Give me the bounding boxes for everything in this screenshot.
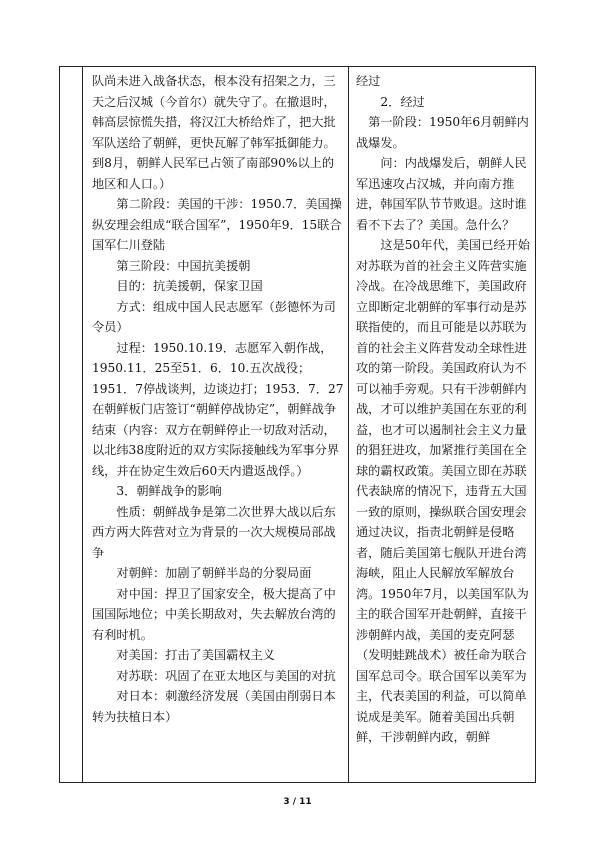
content-table	[59, 66, 536, 783]
paragraph: 问：内战爆发后，朝鲜人民军迅速攻占汉城，并向南方推进，韩国军队节节败退。这时谁看不下去了？美国。急什么？	[356, 156, 527, 232]
paragraph: 对中国：捍卫了国家安全，极大提高了中国国际地位；中美长期敌对，失去解放台湾的有利时机。	[92, 586, 336, 642]
paragraph: 性质：朝鲜战争是第二次世界大战以后东西方两大阵营对立为背景的一次大规模局部战争	[92, 504, 336, 560]
paragraph: 第三阶段：中国抗美援朝	[116, 258, 251, 273]
column-divider-1	[82, 67, 83, 782]
paragraph: 对朝鲜：加剧了朝鲜半岛的分裂局面	[116, 566, 312, 580]
paragraph: 对日本：刺激经济发展（美国由削弱日本转为扶植日本）	[92, 689, 336, 724]
paragraph: 队尚未进入战备状态，根本没有招架之力，三天之后汉城（今首尔）就失守了。在撤退时，韩高层惊慌失措，将汉江大桥给炸了，把大批军队送给了朝鲜，更快瓦解了韩军抵御能力。到8月，朝鲜人民军已占领了南部90%以上的地区和人口。）	[92, 74, 336, 191]
paragraph: 经过	[356, 74, 381, 88]
right-column-text	[356, 71, 532, 748]
paragraph: 这是50年代，美国已经开始对苏联为首的社会主义阵营实施冷战。在冷战思维下，美国政府立即断定北朝鲜的军事行动是苏联指使的，而且可能是以苏联为首的社会主义阵营发动全球性进攻的第一阶段。美国政府认为不可以袖手旁观。只有干涉朝鲜内战，才可以维护美国在东亚的利益，也才可以遏制社会主义力量的猖狂进攻，加紧推行美国在全球的霸权政策。美国立即在苏联代表缺席的情况下，违背五大国一致的原则，操纵联合国安理会通过决议，指责北朝鲜是侵略者，随后美国第七舰队开进台湾海峡，阻止人民解放军解放台湾。1950年7月，以美国军队为主的联合国军开赴朝鲜，直接干涉朝鲜内战，美国的麦克阿瑟（发明蛙跳战术）被任命为联合国军总司令。联合国军以美军为主，代表美国的利益，可以简单说成是美军。随着美国出兵朝鲜，干涉朝鲜内政，朝鲜	[356, 238, 530, 744]
paragraph: 2．经过	[380, 94, 425, 109]
paragraph: 方式：组成中国人民志愿军（彭德怀为司令员）	[92, 299, 336, 334]
paragraph: 目的：抗美援朝，保家卫国	[116, 279, 263, 293]
paragraph: 过程：1950.10.19．志愿军入朝作战，1950.11．25至51．6．10.五次战役；1951．7停战谈判，边谈边打；1953．7．27在朝鲜板门店签订“朝鲜停战协定”，朝鲜战争结束（内容：双方在朝鲜停止一切敌对活动，以北纬38度附近的双方实际接触线为军事分界线，并在协定生效后60天内遣返战俘。）	[92, 340, 344, 478]
paragraph: 3．朝鲜战争的影响	[116, 484, 222, 498]
page-number: 3 / 11	[283, 797, 312, 807]
paragraph: 对美国：打击了美国霸权主义	[116, 648, 275, 662]
column-divider-2	[348, 67, 349, 782]
paragraph: 对苏联：巩固了在亚太地区与美国的对抗	[116, 668, 336, 683]
paragraph: 第一阶段：1950年6月朝鲜内战爆发。	[356, 115, 529, 150]
paragraph: 第二阶段：美国的干涉：1950.7．美国操纵安理会组成“联合国军”，1950年9．15联合国军仁川登陆	[92, 197, 342, 252]
left-column-text	[92, 71, 344, 727]
